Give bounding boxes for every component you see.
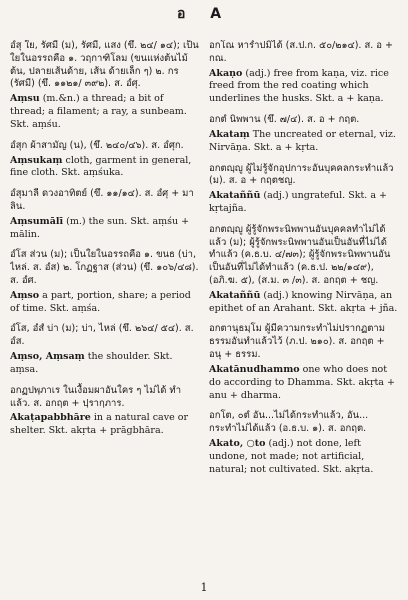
entry-thai: อกตญฺญู ผู้ไม่รู้จักอุปการะอันบุคคลกระทำแล้ว (ม). ส. อ + กฤตชญ. [209, 162, 394, 187]
entry-definition: (adj.) not done, left undone, not made; not artificial, natural; not cultivated. Skt. akṛta. [209, 437, 374, 475]
entry [209, 410, 398, 476]
entry-english [209, 129, 398, 155]
entry-thai: อกตานุธมฺโม ผู้มีความกระทำไม่ปรากฏตามธรรมอันทำแล้วไว้ (ภ.ป. ๒๑๐). ส. อกฤต + อนุ + ธรรม. [209, 323, 385, 361]
entry-english [209, 290, 398, 316]
entry [10, 249, 199, 315]
entry-definition: in a natural cave or shelter. Skt. akṛta + prāgbhāra. [10, 412, 188, 437]
entry-headword: Akataññū [209, 289, 261, 301]
right-column [209, 40, 398, 580]
entry-thai: อํสุมาลี ดวงอาทิตย์ (ขึ. ๑๑/๑๔). ส. อํศุ + มาลิน. [10, 188, 194, 212]
entry-definition: one who does not do according to Dhamma. Skt. akṛta + anu + dharma. [209, 363, 395, 401]
entry-definition: (adj.) knowing Nirvāṇa, an epithet of an Arahant. Skt. akṛta + jña. [209, 289, 398, 314]
entry [10, 323, 199, 376]
page-header: อ A [176, 6, 232, 22]
entry-headword: Aṃsu [10, 93, 40, 105]
entry-english [10, 155, 199, 181]
entry-thai: อกตญฺญู ผู้รู้จักพระนิพพานอันบุคคลทำไม่ได้แล้ว (ม); ผู้รู้จักพระนิพพานอันเป็นอันที่ไม่ได้ทำแล้ว (ค.ธ.บ. ๔/๗๓); ผู้รู้จักพระนิพพานอันเป็นอันที่ไม่ได้ทำแล้ว (ค.ธ.ป. ๒๒/๑๔๙), (อภิ.ฆ. ๕), (ส.ม. ๓ /๓). ส. อกฤต + ชญ. [209, 223, 391, 286]
entry-definition: (adj.) free from kaṇa, viz. rice freed from the red coating which underlines the husks. Skt. a + kaṇa. [209, 67, 389, 105]
entry-headword: Aṃso, Aṃsaṃ [10, 351, 85, 363]
entry-definition: The uncreated or eternal, viz. Nirvāṇa. Skt. a + kṛta. [209, 128, 396, 153]
page-number: 1 [200, 581, 208, 594]
entry-headword: Aṃsukaṃ [10, 154, 63, 166]
entry [209, 40, 398, 106]
entry [209, 323, 398, 402]
entry-headword: Akataññū [209, 190, 261, 202]
entry-english [209, 364, 398, 402]
entry-english [209, 438, 398, 476]
entry [10, 385, 199, 438]
entry-english [209, 68, 398, 106]
entry [209, 224, 398, 316]
entry [10, 188, 199, 241]
entry [209, 163, 398, 216]
entry-definition: (m.&n.) a thread; a bit of thread; a filament; a ray, a sunbeam. Skt. aṃśu. [10, 93, 187, 130]
entry-english [10, 290, 199, 316]
entry-headword: Akataṃ [209, 128, 250, 140]
entry-definition: a part, portion, share; a period of time. Skt. aṃśa. [10, 289, 191, 314]
entry-headword: Aṃsumālī [10, 215, 64, 227]
entry-thai: อกโณ หารำปมิได้ (ส.ป.ก. ๕๐/๒๑๔). ส. อ + กณ. [209, 40, 393, 64]
entry-definition: cloth, garment in general, fine cloth. Skt. aṃśuka. [10, 154, 192, 179]
entry-thai: อํโส ส่วน (ม); เป็นใยในอรรถคือ ๑. ขนธ (บ่า, ไหล่. ส. อํส) ๒. โกฏฐาส (ส่วน) (ขึ. ๑๐๖/๔๘). ส. อํศ. [10, 249, 199, 286]
entry-thai: อํสุ ใย, รัศมี (ม), รัศมี, แสง (ขึ. ๒๔/ ๑๔); เป็นใยในอรรถคือ ๑. วฤกาฑิโลม (ขนแห่งต้นไม้ต้น, ปลายเส้นด้าย, เส้น ด้ายเล็ก ๆ) ๒. กร (รัศมี) (ขึ. ๑๑๒๑/ ๓๙๒). ส. อํศุ. [10, 40, 199, 90]
entry-headword: Aṃso [10, 289, 40, 301]
entry-definition: (m.) the sun. Skt. aṃśu + mālin. [10, 215, 190, 240]
entry-english [209, 190, 398, 216]
entry-headword: Akaṇo [209, 67, 243, 79]
entry-thai: อํสุก ผ้าสามัญ (น), (ขึ. ๒๔๐/๔๖). ส. อํศุก. [10, 139, 184, 151]
entry-thai: อกตํ นิพพาน (ขึ. ๗/๔). ส. อ + กฤต. [209, 114, 360, 126]
entry-english [10, 412, 199, 438]
entry [209, 114, 398, 154]
left-column [10, 40, 199, 580]
entry-thai: อกฏปพฺภาเร ในเงื้อมผาอันใคร ๆ ไม่ได้ ทำแล้ว. ส. อกฤต + ปฺรากฺภาร. [10, 384, 182, 409]
entry-thai: อํโส, อํสํ บ่า (ม); บ่า, ไหล่ (ขึ. ๒๖๔/ ๕๔). ส. อํส. [10, 323, 194, 348]
entry [10, 140, 199, 180]
entry-headword: Akaṭapabbhāre [10, 412, 91, 424]
entry [10, 40, 199, 132]
entry-headword: Akatānudhammo [209, 363, 300, 375]
columns [10, 40, 398, 580]
entry-definition: (adj.) ungrateful. Skt. a + kṛtajña. [209, 190, 387, 214]
entry-english [10, 351, 199, 377]
entry-thai: อกโต, ๐ตํ อัน...ไม่ได้กระทำแล้ว, อัน... กระทำไม่ได้แล้ว (อ.ธ.บ. ๑). ส. อกฤต. [209, 410, 369, 435]
entry-english [10, 93, 199, 131]
entry-english [10, 216, 199, 242]
entry-headword: Akato, ○to [209, 437, 266, 449]
entry-definition: the shoulder. Skt. aṃsa. [10, 351, 173, 375]
